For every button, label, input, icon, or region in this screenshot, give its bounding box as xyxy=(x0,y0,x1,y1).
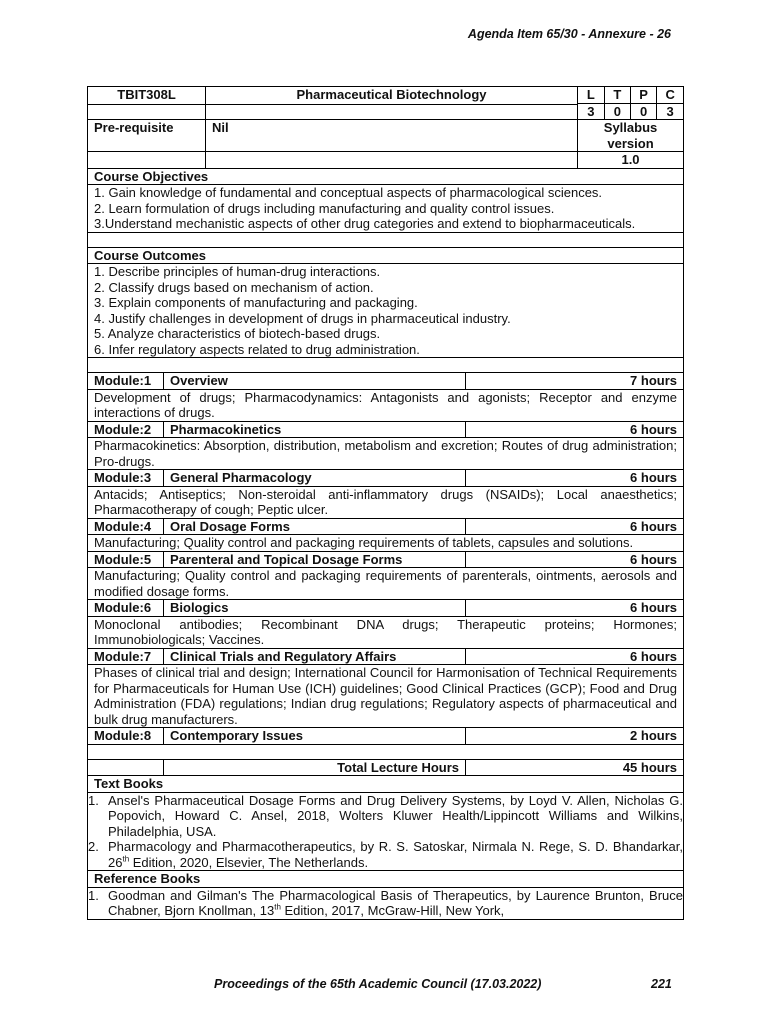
ltpc-value: 0 xyxy=(631,103,657,119)
objective-item: 3.Understand mechanistic aspects of other drug categories and extend to biopharmaceuticals. xyxy=(94,216,636,231)
module-content: Manufacturing; Quality control and packaging requirements of parenterals, ointments, aerosols and modified dosage forms. xyxy=(88,568,684,600)
module-content: Phases of clinical trial and design; International Council for Harmonisation of Technical Requirements for Pharmaceuticals for Human Use (ICH) guidelines; Good Clinical Practices (GCP); Food and Drug Administration (FDA) regulations; Indian drug regulations; Regulatory aspects of pharmaceutical and bulk drug manufacturers. xyxy=(88,665,684,728)
outcome-item: 5. Analyze characteristics of biotech-based drugs. xyxy=(94,326,381,341)
total-hours-label: Total Lecture Hours xyxy=(164,759,466,776)
module-content xyxy=(88,744,684,759)
agenda-header: Agenda Item 65/30 - Annexure - 26 xyxy=(467,27,671,41)
module-content: Development of drugs; Pharmacodynamics: Antagonists and agonists; Receptor and enzyme interactions of drugs. xyxy=(88,389,684,421)
syllabus-version-value: 1.0 xyxy=(578,152,684,169)
module-content: Monoclonal antibodies; Recombinant DNA drugs; Therapeutic proteins; Hormones; Immunobiologicals; Vaccines. xyxy=(88,616,684,648)
course-title: Pharmaceutical Biotechnology xyxy=(206,87,578,105)
book-number: 2. xyxy=(88,839,99,854)
book-entry: Ansel's Pharmaceutical Dosage Forms and Drug Delivery Systems, by Loyd V. Allen, Nicholas G. Popovich, Howard C. Ansel, 2018, Wolters Kluwer Health/Lippincott Williams and Wilkins, Philadelphia, USA. xyxy=(108,792,684,839)
ltpc-value: 3 xyxy=(657,103,683,119)
module-content: Antacids; Antiseptics; Non-steroidal anti-inflammatory drugs (NSAIDs); Local anaesthetics; Pharmacotherapy of cough; Peptic ulcer. xyxy=(88,486,684,518)
textbooks-list xyxy=(88,792,684,871)
module-hours: 6 hours xyxy=(466,518,684,535)
page-number: 221 xyxy=(651,977,672,991)
book-entry: Goodman and Gilman's The Pharmacological Basis of Therapeutics, by Laurence Brunton, Bruce Chabner, Bjorn Knollman, 13th Edition, 2017, McGraw-Hill, New York, xyxy=(108,887,684,918)
module-hours: 6 hours xyxy=(466,551,684,568)
module-content: Manufacturing; Quality control and packaging requirements of tablets, capsules and solutions. xyxy=(88,535,684,552)
outcome-item: 4. Justify challenges in development of drugs in pharmaceutical industry. xyxy=(94,310,511,326)
ltpc-value: 3 xyxy=(587,103,595,119)
module-hours: 6 hours xyxy=(466,648,684,665)
book-number: 1. xyxy=(88,887,99,903)
outcome-item: 2. Classify drugs based on mechanism of action. xyxy=(94,279,374,295)
outcomes-list xyxy=(88,264,684,358)
ltpc-value: 0 xyxy=(604,103,630,119)
module-title: Contemporary Issues xyxy=(164,728,466,745)
total-hours-value: 45 hours xyxy=(466,759,684,776)
module-title: General Pharmacology xyxy=(164,470,466,487)
objectives-list xyxy=(88,185,684,233)
outcome-item: 1. Describe principles of human-drug interactions. xyxy=(94,264,381,279)
module-title: Parenteral and Topical Dosage Forms xyxy=(164,551,466,568)
outcomes-heading: Course Outcomes xyxy=(88,247,684,264)
module-label: Module:4 xyxy=(88,518,164,535)
ltpc-label: L xyxy=(578,87,604,103)
references-list xyxy=(88,887,684,919)
objectives-heading: Course Objectives xyxy=(88,168,684,185)
module-title: Oral Dosage Forms xyxy=(164,518,466,535)
book-number: 1. xyxy=(88,792,99,808)
ltpc-label: C xyxy=(657,87,683,103)
module-hours: 7 hours xyxy=(466,373,684,390)
module-title: Pharmacokinetics xyxy=(164,421,466,438)
module-title: Overview xyxy=(164,373,466,390)
module-label: Module:8 xyxy=(88,728,164,745)
module-hours: 6 hours xyxy=(466,470,684,487)
course-code: TBIT308L xyxy=(88,87,206,105)
module-hours: 6 hours xyxy=(466,600,684,617)
syllabus-version-label: Syllabus version xyxy=(578,120,684,152)
ltpc-grid xyxy=(578,87,684,120)
prerequisite-value: Nil xyxy=(206,120,578,152)
textbooks-heading: Text Books xyxy=(88,776,684,793)
references-heading: Reference Books xyxy=(88,871,684,888)
outcome-item: 6. Infer regulatory aspects related to drug administration. xyxy=(94,341,420,357)
book-entry: Pharmacology and Pharmacotherapeutics, by R. S. Satoskar, Nirmala N. Rege, S. D. Bhandarkar, 26th Edition, 2020, Elsevier, The Netherlands. xyxy=(108,839,684,870)
objective-item: 2. Learn formulation of drugs including manufacturing and quality control issues. xyxy=(94,200,555,216)
syllabus-table xyxy=(87,86,684,920)
proceedings-text: Proceedings of the 65th Academic Council (17.03.2022) xyxy=(214,977,542,991)
prerequisite-label: Pre-requisite xyxy=(88,120,206,152)
ltpc-label: T xyxy=(604,87,630,103)
module-content: Pharmacokinetics: Absorption, distribution, metabolism and excretion; Routes of drug administration; Pro-drugs. xyxy=(88,438,684,470)
module-label: Module:7 xyxy=(88,648,164,665)
module-label: Module:6 xyxy=(88,600,164,617)
module-title: Biologics xyxy=(164,600,466,617)
objective-item: 1. Gain knowledge of fundamental and conceptual aspects of pharmacological sciences. xyxy=(94,185,603,200)
module-hours: 2 hours xyxy=(466,728,684,745)
module-label: Module:2 xyxy=(88,421,164,438)
module-title: Clinical Trials and Regulatory Affairs xyxy=(164,648,466,665)
module-label: Module:1 xyxy=(88,373,164,390)
module-label: Module:5 xyxy=(88,551,164,568)
ltpc-label: P xyxy=(631,87,657,103)
module-hours: 6 hours xyxy=(466,421,684,438)
module-label: Module:3 xyxy=(88,470,164,487)
outcome-item: 3. Explain components of manufacturing and packaging. xyxy=(94,295,418,310)
